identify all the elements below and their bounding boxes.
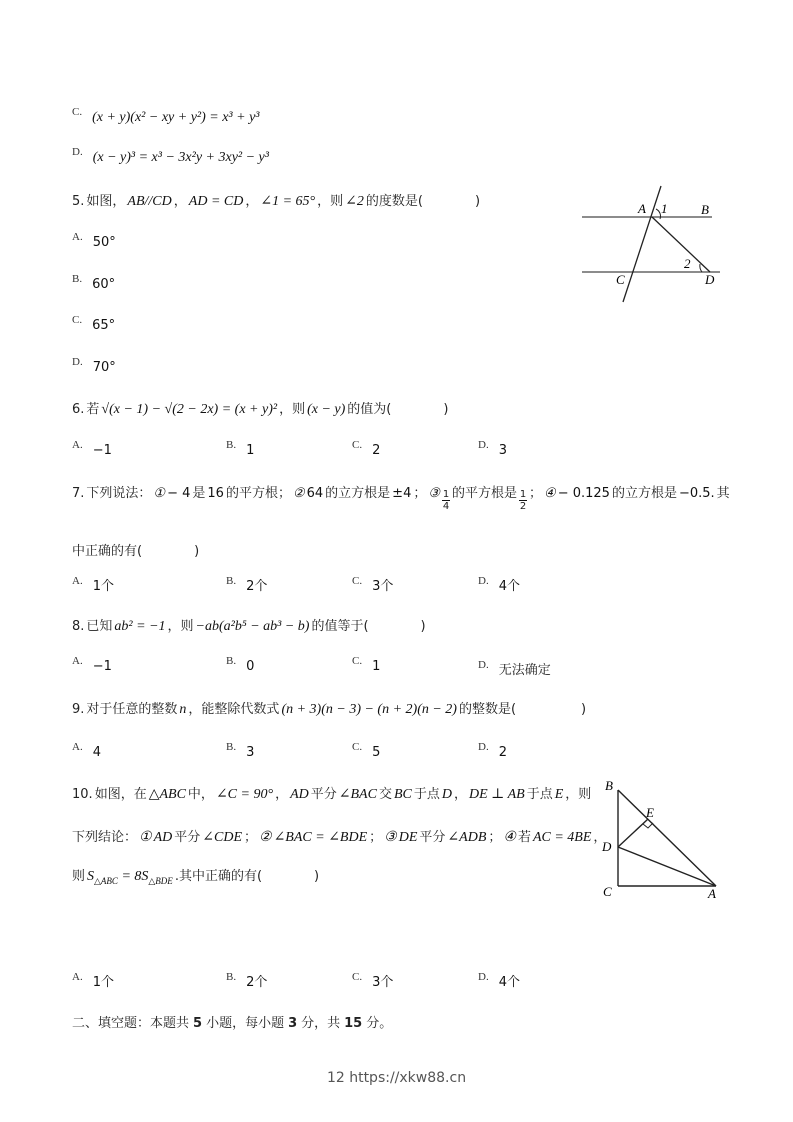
answer-blank: 的整数是( ) [458,702,587,717]
section-text: 二、填空题：本题共 [72,1016,190,1031]
option-value: 3个 [372,975,394,990]
stem-text: 若 [86,402,100,417]
option-value: 1 [372,659,381,674]
numerator: 1 [442,489,450,500]
q5-option-a [72,231,116,250]
stem-math: − 4 [167,486,191,501]
fraction-one-quarter [442,489,450,512]
stem-math: ∠C = 90° [215,787,274,802]
stem-math: 64 [306,486,324,501]
stem-text: ， [275,787,289,802]
option-value: 无法确定 [498,663,551,678]
option-value: −1 [92,659,112,674]
stem-text: ； [244,830,258,845]
option-value: 0 [246,659,255,674]
conclusion-4-marker: ④ [503,830,516,845]
stem-math: ±4 [392,486,412,501]
option-label: D. [478,575,489,587]
option-value: 1 [246,443,255,458]
question-number: 5. [72,194,85,209]
option-label: B. [226,655,237,667]
option-label: B. [226,741,237,753]
q7-stem [72,482,730,512]
q7-option-b [226,575,267,594]
stem-math: AB//CD [127,194,172,209]
stem-text: 如图，在 [94,787,147,802]
area-subscript: △BDE [148,876,173,886]
point-e-label: E [646,805,654,820]
option-label: A. [72,741,83,753]
stem-math: 16 [207,486,224,501]
stem-text: 是 [192,486,206,501]
question-number: 6. [72,402,85,417]
option-label: A. [72,655,83,667]
stem-text: 中， [187,787,214,802]
stem-text: ， [245,194,259,209]
q5-figure-parallel-lines [578,182,728,307]
stem-text: ； [369,830,383,845]
stem-math: DE [398,830,418,845]
stem-text: ； [413,486,427,501]
numerator: 1 [519,489,527,500]
stem-text: ； [529,486,543,501]
option-label: B. [226,971,237,983]
area-symbol: S [87,869,95,884]
stem-text: ， [453,787,467,802]
option-label: C. [72,106,83,118]
point-d-label: D [602,839,612,854]
q10-option-c [352,971,393,990]
option-label: B. [226,575,237,587]
option-value: 1个 [92,579,114,594]
q9-stem [72,698,586,718]
stem-text: 对于任意的整数 [86,702,178,717]
stem-text: 平分 [419,830,446,845]
stem-text: 的平方根； [225,486,291,501]
q10-stem-line-2 [72,826,606,846]
stem-text: 如图， [86,194,126,209]
option-label: D. [478,659,489,671]
answer-blank: 的值为( ) [347,402,449,417]
option-label: C. [352,655,363,667]
section-text: 分。 [366,1016,393,1031]
statement-4-marker: ④ [544,485,556,500]
q10-option-b [226,971,267,990]
stem-math: n [179,702,187,717]
stem-math: ∠1 = 65° [260,194,316,209]
stem-text: 交 [378,787,392,802]
stem-text: 的立方根是 [611,486,677,501]
q8-option-a [72,655,112,674]
option-label: C. [352,575,363,587]
option-label: B. [72,273,83,285]
q10-option-a [72,971,114,990]
option-label: D. [72,146,83,158]
stem-math: −ab(a²b⁵ − ab³ − b) [195,619,310,634]
option-label: D. [72,356,83,368]
stem-text: 若 [517,830,531,845]
option-value: 65° [92,318,116,333]
question-number: 9. [72,702,85,717]
q8-option-d [478,659,551,678]
q9-option-d [478,741,507,760]
option-value: 1个 [92,975,114,990]
stem-text: 下列说法： [86,486,152,501]
question-number: 8. [72,619,85,634]
q5-stem [72,190,480,210]
section-text: 小题，每小题 [206,1016,285,1031]
stem-math: ∠CDE [202,830,242,845]
stem-math: ∠BAC = ∠BDE [273,830,368,845]
stem-math: (x − y) [307,402,346,417]
option-value: 3 [498,443,507,458]
stem-math: ∠ADB [447,830,487,845]
option-value: 2 [498,745,507,760]
stem-text: ， [593,830,607,845]
denominator: 4 [442,501,450,512]
section-text: 分，共 [301,1016,341,1031]
option-value: 2个 [246,579,268,594]
option-value: 50° [92,235,116,250]
option-value: 70° [92,360,116,375]
section-2-heading [72,1012,392,1031]
q7-option-d [478,575,520,594]
option-value: 3 [246,745,255,760]
stem-math: ab² = −1 [114,619,166,634]
option-value: −1 [92,443,112,458]
option-label: C. [352,439,363,451]
statement-1-marker: ① [153,485,166,500]
stem-math: −0.5. [678,486,715,501]
area-subscript: △ABC [94,876,118,886]
q6-option-a [72,439,112,458]
stem-text: 的平方根是 [452,486,518,501]
option-label: D. [478,741,489,753]
stem-math: ∠BAC [338,787,377,802]
option-value: 4 [92,745,101,760]
option-label: A. [72,231,83,243]
stem-math: AD [153,830,173,845]
q9-option-a [72,741,101,760]
option-value: 3个 [372,579,394,594]
q6-option-c [352,439,381,458]
option-label: C. [352,971,363,983]
question-number: 10. [72,787,93,802]
option-value: 2个 [246,975,268,990]
stem-text: 平分 [310,787,337,802]
equation-text: = 8S [117,869,149,884]
stem-math: AD = CD [188,194,244,209]
answer-blank: 的度数是( ) [365,194,481,209]
q9-option-b [226,741,255,760]
point-a-label: A [638,201,646,216]
stem-text: ，则 [565,787,592,802]
points-per-question: 3 [288,1016,298,1031]
q6-option-b [226,439,255,458]
q4-option-c [72,106,260,126]
q8-option-b [226,655,255,674]
stem-math: AD [290,787,309,802]
option-label: D. [478,971,489,983]
statement-2-marker: ② [292,485,305,500]
angle-2-label: 2 [684,256,691,271]
option-label: A. [72,439,83,451]
stem-math: AC = 4BE [532,830,592,845]
point-d-label: D [705,272,715,287]
area-abc [87,869,173,885]
stem-text: ，则 [317,194,344,209]
fraction-one-half [519,489,527,512]
q8-option-c [352,655,381,674]
stem-text: 其 [716,486,730,501]
angle-1-label: 1 [661,201,668,216]
stem-math: − 0.125 [557,486,610,501]
stem-math: DE ⊥ AB [469,787,525,802]
q8-stem [72,615,426,635]
stem-math: E [554,787,564,802]
stem-text: 已知 [86,619,113,634]
answer-blank: 中正确的有( ) [72,544,200,559]
stem-text: 平分 [174,830,201,845]
point-c-label: C [603,884,612,899]
option-label: C. [72,314,83,326]
q5-option-d [72,356,116,375]
stem-math: (n + 3)(n − 3) − (n + 2)(n − 2) [281,702,457,717]
q7-option-a [72,575,114,594]
total-points: 15 [344,1016,363,1031]
answer-blank: 的值等于( ) [311,619,426,634]
option-label: A. [72,575,83,587]
q5-option-c [72,314,116,333]
stem-math: BC [393,787,412,802]
option-value: 2 [372,443,381,458]
conclusion-1-marker: ① [139,830,152,845]
q4-option-d [72,146,269,166]
denominator: 2 [519,501,527,512]
stem-text: ， [173,194,187,209]
stem-math: √(x − 1) − √(2 − 2x) = (x + y)² [101,402,278,417]
question-number: 7. [72,486,85,501]
option-label: C. [352,741,363,753]
option-label: A. [72,971,83,983]
point-b-label: B [701,202,709,217]
option-label: D. [478,439,489,451]
stem-text: 则 [72,869,86,884]
q7-option-c [352,575,393,594]
stem-math: D [441,787,452,802]
q10-stem-line-3 [72,865,319,885]
q10-stem-line-1 [72,783,591,803]
point-b-label: B [605,778,613,793]
q6-option-d [478,439,507,458]
statement-3-marker: ③ [428,485,441,500]
option-value: 5 [372,745,381,760]
q9-option-c [352,741,381,760]
point-c-label: C [616,272,625,287]
stem-text: ，则 [167,619,194,634]
stem-math: △ABC [148,787,186,802]
q10-figure-right-triangle [598,776,728,904]
q6-stem [72,398,448,418]
page-footer: 12 https://xkw88.cn [326,1070,467,1086]
stem-text: 下列结论： [72,830,138,845]
conclusion-2-marker: ② [259,830,272,845]
stem-text: ，则 [279,402,306,417]
stem-math: ∠2 [345,194,364,209]
stem-text: ，能整除代数式 [188,702,280,717]
point-a-label: A [708,886,716,901]
option-expression: (x − y)³ = x³ − 3x²y + 3xy² − y³ [92,150,269,165]
option-expression: (x + y)(x² − xy + y²) = x³ + y³ [92,110,260,125]
stem-text: 于点 [526,787,553,802]
option-label: B. [226,439,237,451]
option-value: 4个 [498,579,520,594]
option-value: 4个 [498,975,520,990]
option-value: 60° [92,277,116,292]
q7-stem-continued [72,540,199,559]
answer-blank: .其中正确的有( ) [174,869,320,884]
conclusion-3-marker: ③ [384,830,397,845]
stem-text: 的立方根是 [325,486,391,501]
q5-option-b [72,273,116,292]
question-count: 5 [193,1016,203,1031]
q10-option-d [478,971,520,990]
stem-text: 于点 [413,787,440,802]
stem-text: ； [488,830,502,845]
